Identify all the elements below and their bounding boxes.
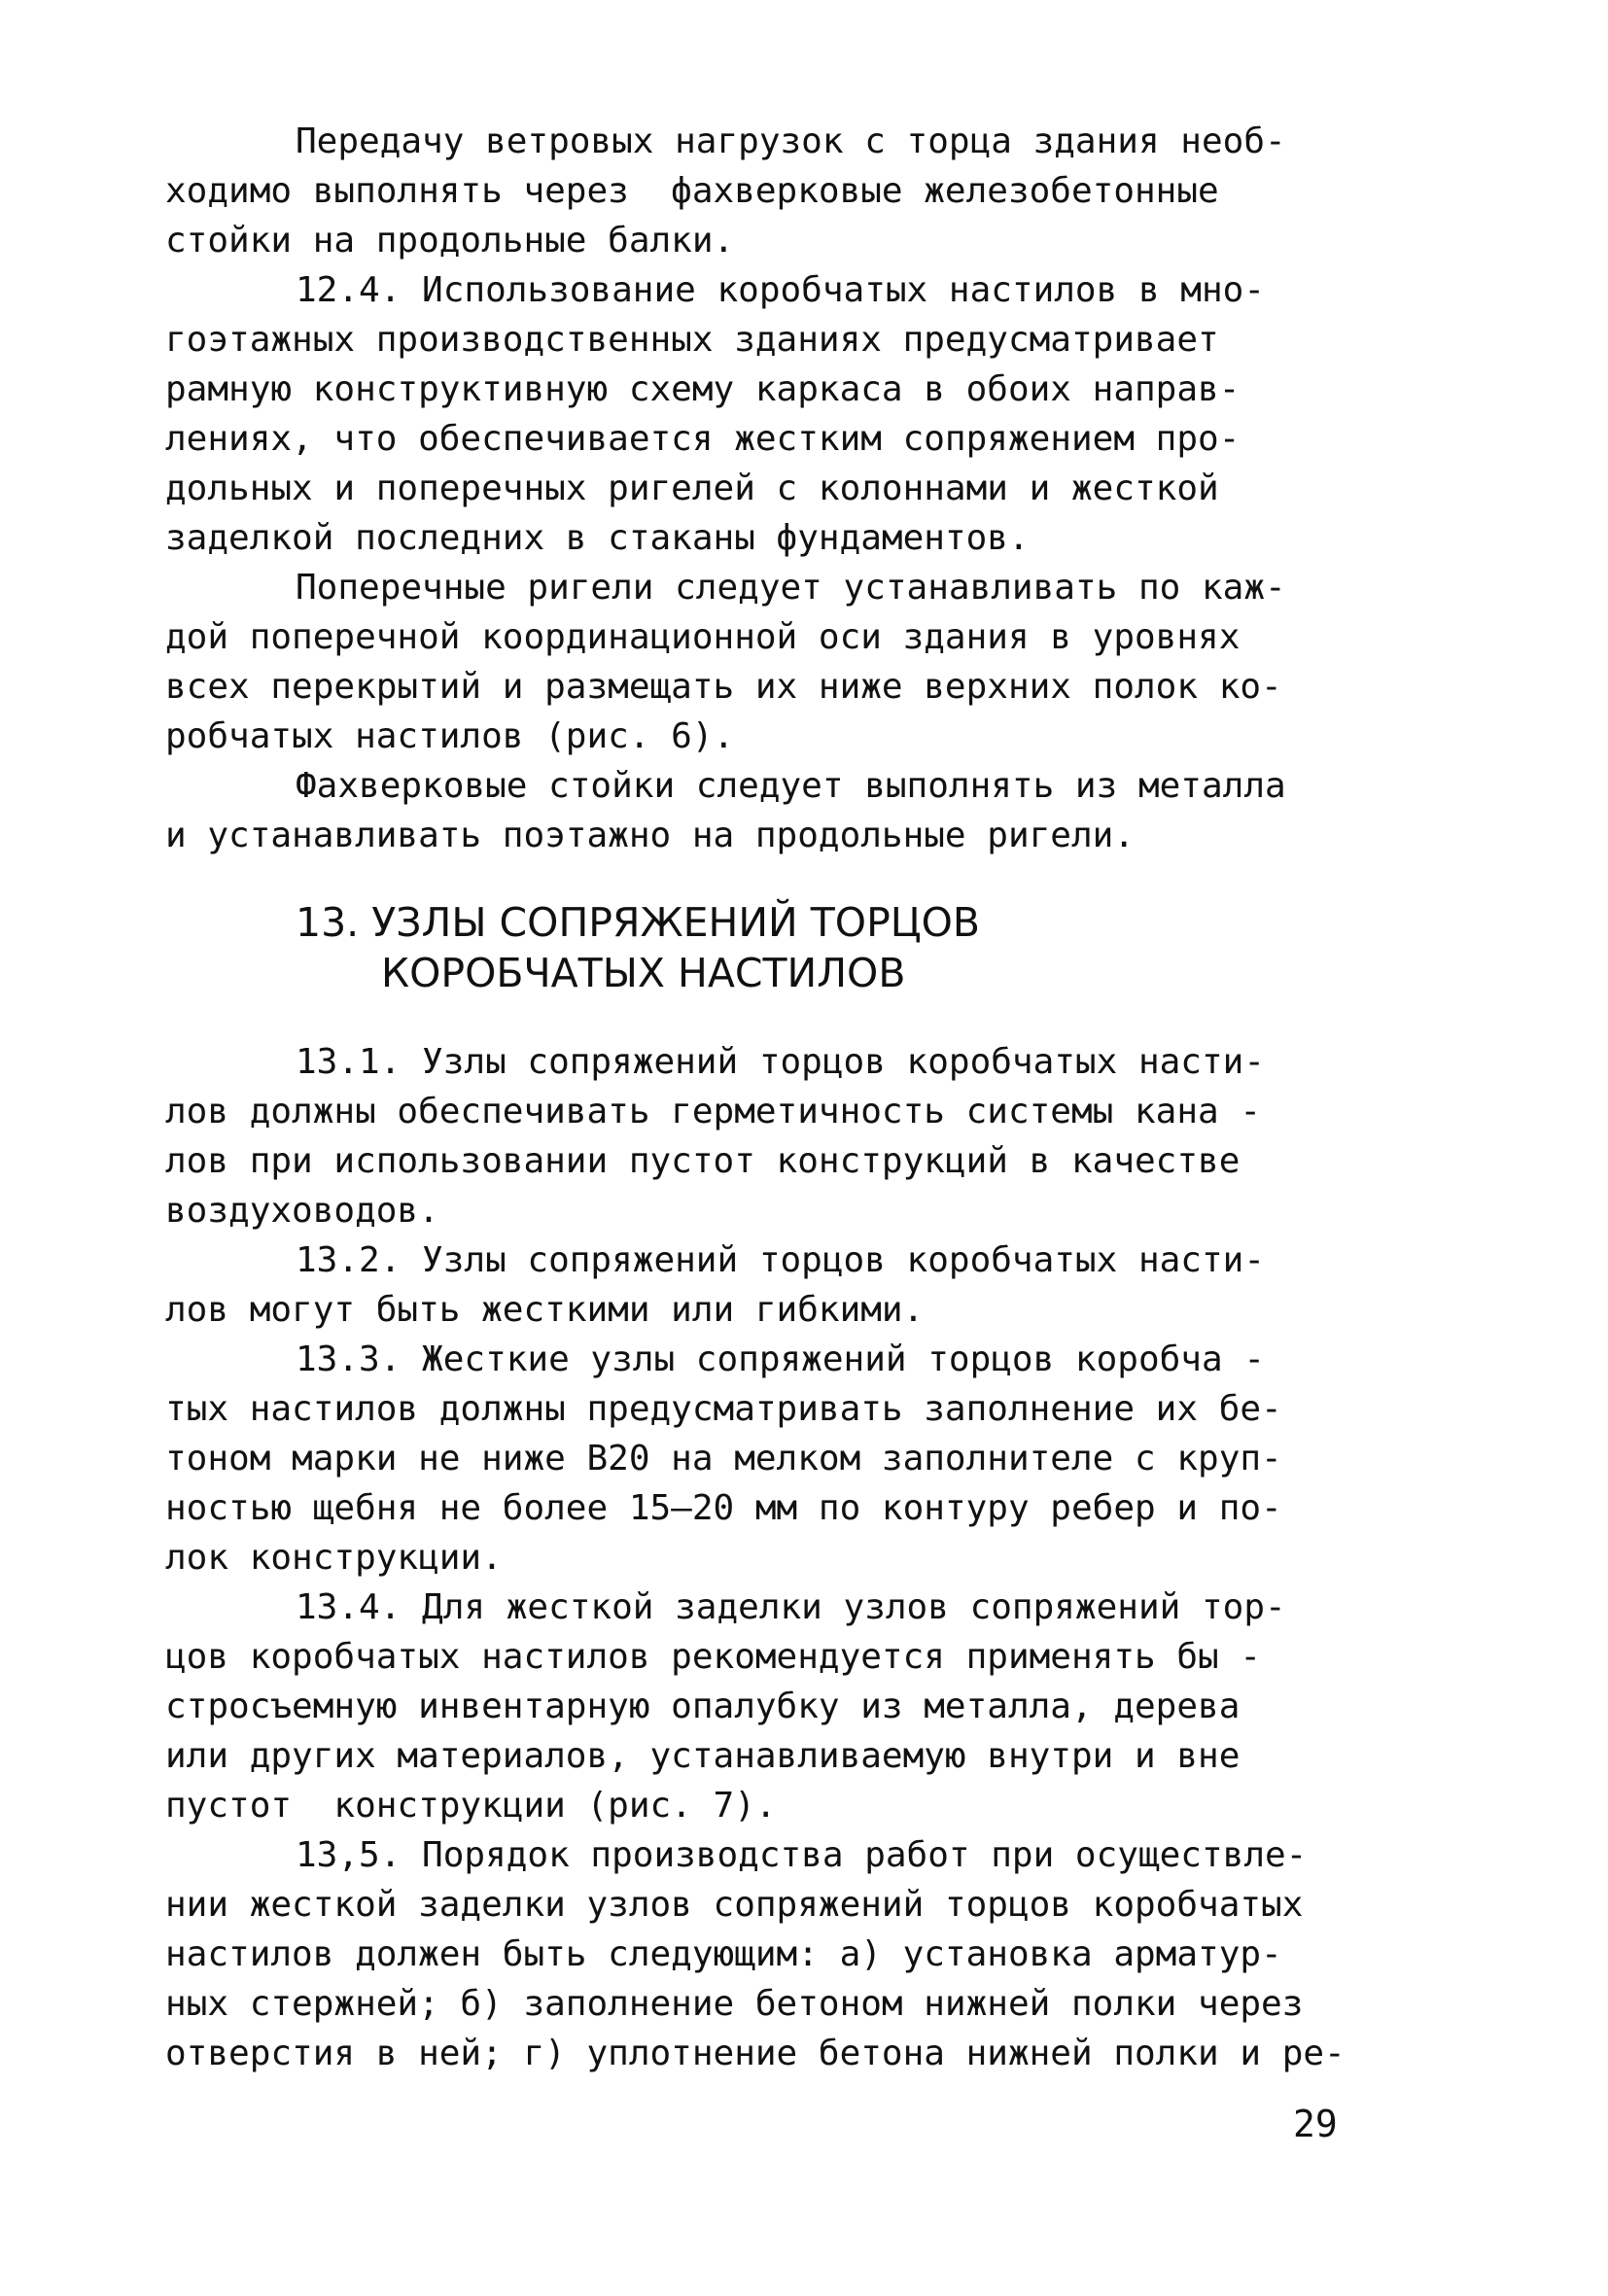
text-line: и устанавливать поэтажно на продольные ригели. [165, 816, 1135, 855]
paragraph-13-5 [165, 1830, 1429, 2078]
text-line: 13.3. Жесткие узлы сопряжений торцов коробча - [296, 1339, 1265, 1379]
text-line: цов коробчатых настилов рекомендуется применять бы - [165, 1637, 1262, 1677]
text-line: тых настилов должны предусматривать заполнение их бе- [165, 1389, 1282, 1429]
section-heading [165, 897, 1429, 998]
text-line: настилов должен быть следующим: а) установка арматур- [165, 1934, 1282, 1974]
text-line: дой поперечной координационной оси здания в уровнях [165, 617, 1241, 657]
text-line: Передачу ветровых нагрузок с торца здания необ- [296, 122, 1286, 161]
section-heading-line: КОРОБЧАТЫХ НАСТИЛОВ [381, 950, 906, 996]
section-heading-line: 13. УЗЛЫ СОПРЯЖЕНИЙ ТОРЦОВ [296, 899, 981, 946]
text-line: лениях, что обеспечивается жестким сопряжением про- [165, 419, 1241, 459]
paragraph-13-2 [165, 1235, 1429, 1335]
text-line: заделкой последних в стаканы фундаментов. [165, 518, 1030, 558]
text-line: ходимо выполнять через фахверковые железобетонные [165, 171, 1219, 211]
text-line: 13.4. Для жесткой заделки узлов сопряжений тор- [296, 1587, 1286, 1627]
paragraph-framework-posts [165, 761, 1429, 860]
paragraph-12-4 [165, 265, 1429, 563]
paragraph-wind-loads [165, 117, 1429, 265]
text-line: 13.2. Узлы сопряжений торцов коробчатых насти- [296, 1240, 1265, 1280]
text-line: гоэтажных производственных зданиях предусматривает [165, 320, 1219, 360]
text-line: или других материалов, устанавливаемую внутри и вне [165, 1736, 1241, 1776]
paragraph-13-1 [165, 1037, 1429, 1235]
text-line: тоном марки не ниже В20 на мелком заполнителе с круп- [165, 1439, 1282, 1478]
text-line: рамную конструктивную схему каркаса в обоих направ- [165, 369, 1241, 409]
text-line: стросъемную инвентарную опалубку из металла, дерева [165, 1687, 1241, 1726]
page-body [165, 117, 1429, 2078]
text-line: ных стержней; б) заполнение бетоном нижней полки через [165, 1984, 1304, 2024]
text-line: лов при использовании пустот конструкций в качестве [165, 1141, 1241, 1181]
text-line: 13.1. Узлы сопряжений торцов коробчатых насти- [296, 1042, 1265, 1082]
page-number: 29 [1293, 2103, 1338, 2145]
text-line: ностью щебня не более 15–20 мм по контуру ребер и по- [165, 1488, 1282, 1528]
text-line: пустот конструкции (рис. 7). [165, 1786, 777, 1826]
text-line: стойки на продольные балки. [165, 221, 735, 261]
text-line: всех перекрытий и размещать их ниже верхних полок ко- [165, 667, 1282, 707]
text-line: 12.4. Использование коробчатых настилов в мно- [296, 270, 1265, 310]
text-line: лов должны обеспечивать герметичность системы кана - [165, 1092, 1262, 1131]
text-line: дольных и поперечных ригелей с колоннами и жесткой [165, 469, 1219, 508]
text-line: лов могут быть жесткими или гибкими. [165, 1290, 925, 1330]
paragraph-cross-girders [165, 563, 1429, 761]
paragraph-13-4 [165, 1583, 1429, 1830]
text-line: 13,5. Порядок производства работ при осуществле- [296, 1835, 1308, 1875]
text-line: лок конструкции. [165, 1538, 503, 1578]
paragraph-13-3 [165, 1335, 1429, 1583]
text-line: отверстия в ней; г) уплотнение бетона нижней полки и ре- [165, 2034, 1346, 2073]
text-line: Фахверковые стойки следует выполнять из металла [296, 766, 1286, 806]
text-line: робчатых настилов (рис. 6). [165, 716, 735, 756]
text-line: Поперечные ригели следует устанавливать по каж- [296, 568, 1286, 608]
text-line: воздуховодов. [165, 1191, 439, 1231]
text-line: нии жесткой заделки узлов сопряжений торцов коробчатых [165, 1885, 1304, 1925]
